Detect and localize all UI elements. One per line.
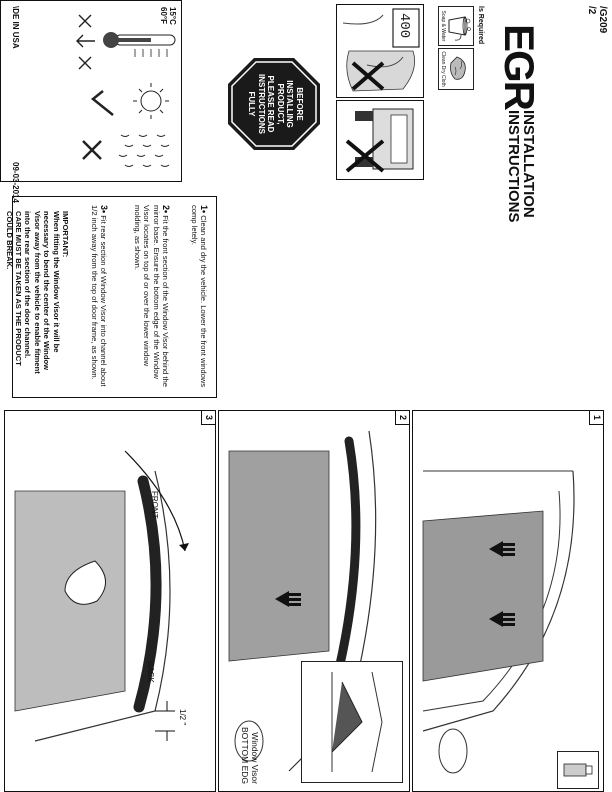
egr-logo: EGR: [496, 24, 543, 110]
panel-2-number: 2: [395, 411, 409, 425]
cold-arrows-icon: [77, 15, 95, 69]
car-interior-illustration: [337, 5, 423, 97]
window-visor-label-line2: BOTTOM EDG: [240, 727, 251, 784]
important-note: [4, 211, 70, 389]
page-title: [506, 110, 536, 223]
panel-3-number: 3: [201, 411, 215, 425]
fit-rear-section-illustration: [5, 411, 215, 791]
window-visor-label-line1: Window Visor: [250, 732, 260, 784]
installation-scene-top: [336, 4, 424, 98]
stop-line-1: BEFORE: [295, 87, 304, 121]
installation-scene-top-right: [336, 100, 424, 180]
step-3: [89, 205, 108, 391]
digital-thermometer-readout: 400: [396, 13, 412, 39]
product-code: [586, 6, 608, 33]
product-code-line2: /2: [586, 6, 597, 15]
stop-line-6: FULLY: [247, 91, 257, 117]
spray-bottle-icon: [558, 752, 598, 788]
weather-conditions-illustration: [1, 1, 181, 181]
stop-line-5: INSTRUCTIONS: [256, 74, 266, 134]
sun-icon: [133, 83, 169, 119]
important-body: When fitting the Window Visor it will be necessary to bend the center of the Window Visor away from the vehicle to enable fitment into the rear section of the door channel.: [23, 211, 61, 374]
step-3-number: 3•: [99, 205, 109, 214]
half-inch-label: 1/2 ": [178, 709, 187, 726]
title-line2: INSTRUCTIONS: [505, 110, 522, 223]
instruction-steps: [4, 196, 217, 398]
soap-water-caption: Soap & Water: [440, 10, 446, 42]
stop-line-4: PLEASE READ: [266, 75, 276, 133]
panel-1-number: 1: [589, 411, 603, 425]
step-1: [189, 205, 208, 391]
step-2-number: 2•: [161, 205, 171, 214]
clean-windows-illustration: [413, 411, 603, 791]
temperature-fahrenheit: 60°F: [159, 7, 168, 24]
step-2-text: Fit the front section of the Window Visor behind the mirror base. Ensure the bottom edge of the Window Visor locates on top of or over the lower window molding, as shown.: [132, 205, 170, 387]
clean-cloth-caption: Clean Dry Cloth: [440, 51, 446, 87]
window-visor-label: [240, 727, 259, 784]
back-label: BACK: [146, 661, 155, 683]
soap-water-tool: [438, 6, 474, 46]
stop-line-2: INSTALLING: [285, 80, 295, 128]
stop-line-3: PRODUCT,: [275, 83, 285, 125]
spray-bottle-inset: [557, 751, 599, 789]
soap-bucket-icon: [445, 7, 473, 45]
step-1-number: 1•: [199, 205, 209, 214]
thermometer-icon: [103, 32, 175, 57]
document-date: 09-03-2014: [11, 162, 20, 203]
window-molding-inset: [301, 661, 403, 783]
check-mark-icon: [93, 91, 113, 115]
rain-icon: [119, 135, 169, 167]
important-caution: CARE MUST BE TAKEN AS THE PRODUCT COULD BREAK.: [4, 211, 23, 366]
rain-x-icon: [83, 141, 101, 159]
read-instructions-stop-sign: [226, 56, 322, 152]
molding-detail-icon: [302, 662, 402, 782]
product-code-line1: /G209: [597, 6, 608, 34]
car-rear-illustration: [337, 101, 423, 179]
figure-panel-3: [4, 410, 216, 792]
temperature-celsius: 15°C: [168, 7, 177, 25]
stop-sign-text: [246, 56, 304, 152]
step-3-text: Fit rear section of Window Visor into channel about 1/2 inch away from the top of door frame, as shown.: [89, 205, 108, 387]
step-1-text: Clean and dry the vehicle. Lower the front windows comp letely.: [189, 205, 208, 388]
title-line1: INSTALLATION: [520, 110, 537, 218]
important-heading: IMPORTANT:: [61, 211, 70, 258]
front-label: FRONT: [150, 491, 159, 519]
step-2: [132, 205, 170, 391]
clean-cloth-tool: [438, 48, 474, 90]
figure-panel-1: [412, 410, 604, 792]
figure-panel-2: [218, 410, 410, 792]
temperature-weather-panel: [0, 0, 182, 182]
cloth-hand-icon: [445, 49, 473, 89]
made-in-usa: \DE IN USA: [11, 6, 20, 49]
tools-required-label: ls Required: [477, 6, 484, 45]
